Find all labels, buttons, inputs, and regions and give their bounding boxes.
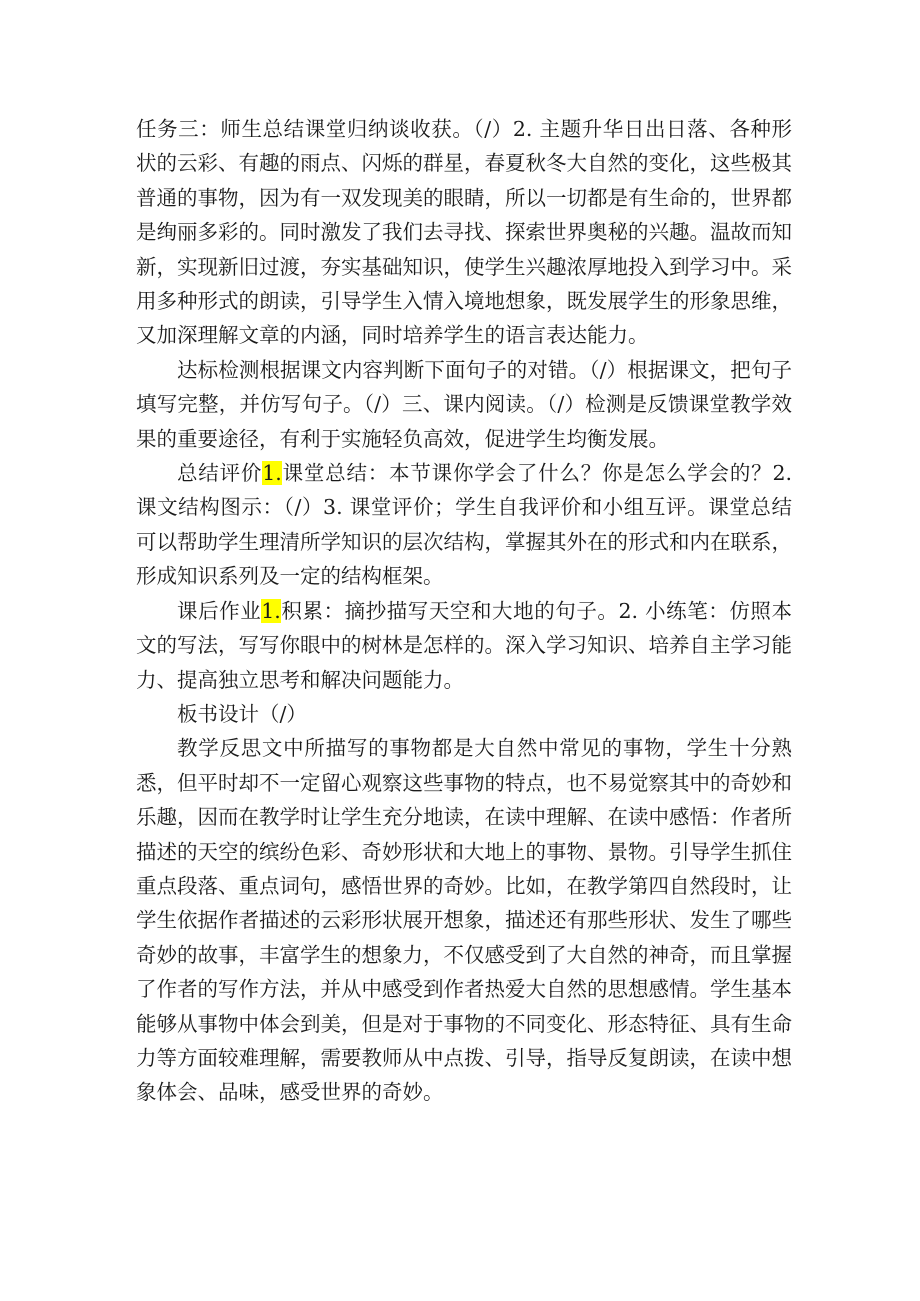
paragraph-assessment: 达标检测根据课文内容判断下面句子的对错。（/）根据课文，把句子填写完整，并仿写句子。（/）三、课内阅读。（/）检测是反馈课堂教学效果的重要途径，有利于实施轻负高效，促进学生均衡发展。	[136, 357, 792, 451]
paragraph-task-three: 任务三：师生总结课堂归纳谈收获。（/）2. 主题升华日出日落、各种形状的云彩、有趣的雨点、闪烁的群星，春夏秋冬大自然的变化，这些极其普通的事物，因为有一双发现美的眼睛，所以一切都是有生命的，世界都是绚丽多彩的。同时激发了我们去寻找、探索世界奥秘的兴趣。温故而知新，实现新旧过渡，夯实基础知识，使学生兴趣浓厚地投入到学习中。采用多种形式的朗读，引导学生入情入境地想象，既发展学生的形象思维，又加深理解文章的内涵，同时培养学生的语言表达能力。	[136, 117, 792, 348]
summary-evaluation-body: 课堂总结：本节课你学会了什么？你是怎么学会的？2. 课文结构图示：（/）3. 课堂评价；学生自我评价和小组互评。课堂总结可以帮助学生理清所学知识的层次结构，掌握其外在的形式和内在联系，形成知识系列及一定的结构框架。	[136, 461, 793, 589]
homework-body: 积累：摘抄描写天空和大地的句子。2. 小练笔：仿照本文的写法，写写你眼中的树林是怎样的。深入学习知识、培养自主学习能力、提高独立思考和解决问题能力。	[136, 598, 792, 692]
document-page	[136, 112, 792, 1110]
paragraph-board-design: 板书设计（/）	[177, 701, 307, 726]
highlighted-number: 1.	[261, 598, 281, 623]
paragraph-reflection: 教学反思文中所描写的事物都是大自然中常见的事物，学生十分熟悉，但平时却不一定留心观察这些事物的特点，也不易觉察其中的奇妙和乐趣，因而在教学时让学生充分地读，在读中理解、在读中感悟：作者所描述的天空的缤纷色彩、奇妙形状和大地上的事物、景物。引导学生抓住重点段落、重点词句，感悟世界的奇妙。比如，在教学第四自然段时，让学生依据作者描述的云彩形状展开想象，描述还有那些形状、发生了哪些奇妙的故事，丰富学生的想象力，不仅感受到了大自然的神奇，而且掌握了作者的写作方法，并从中感受到作者热爱大自然的思想感情。学生基本能够从事物中体会到美，但是对于事物的不同变化、形态特征、具有生命力等方面较难理解，需要教师从中点拨、引导，指导反复朗读，在读中想象体会、品味，感受世界的奇妙。	[136, 736, 792, 1105]
paragraph-summary-evaluation	[136, 456, 792, 594]
highlighted-number: 1.	[262, 461, 282, 486]
paragraph-homework	[136, 594, 792, 697]
summary-evaluation-heading: 总结评价	[177, 461, 263, 486]
homework-heading: 课后作业	[177, 598, 262, 623]
